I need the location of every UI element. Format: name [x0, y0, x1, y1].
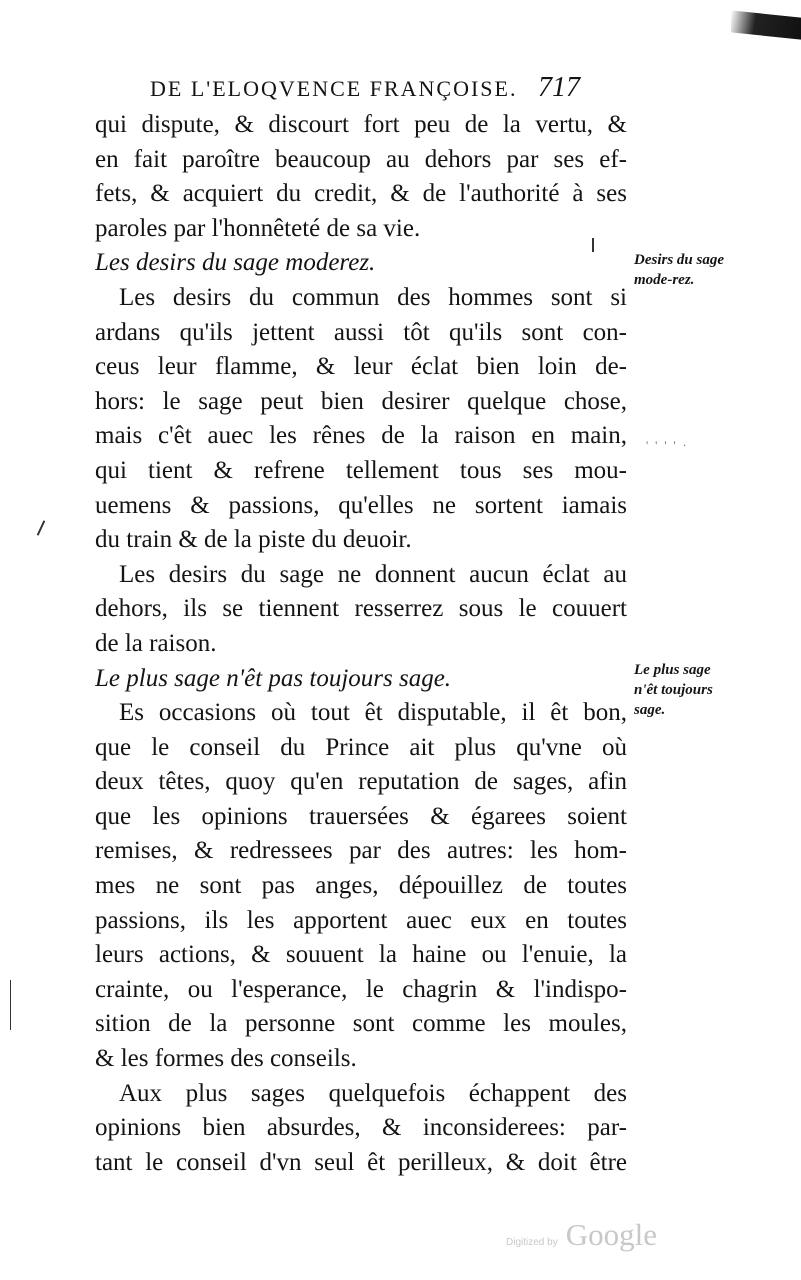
text-line: dehors, ils se tiennent resserrez sous le couuert [95, 595, 627, 623]
text-line: tant le conseil d'vn seul êt perilleux, & doit être [95, 1148, 627, 1176]
scan-stray-mark [37, 520, 46, 535]
text-line: leurs actions, & souuent la haine ou l'enuie, la [95, 941, 627, 969]
text-line: mes ne sont pas anges, dépouillez de toutes [95, 872, 627, 900]
scan-stray-mark [10, 980, 11, 1030]
text-line: ardans qu'ils jettent aussi tôt qu'ils sont con- [95, 318, 627, 346]
text-line: qui tient & refrene tellement tous ses mou- [95, 456, 627, 484]
text-line: & les formes des conseils. [95, 1045, 357, 1073]
text-line: paroles par l'honnêteté de sa vie. [95, 214, 421, 242]
google-logo: Google [565, 1217, 657, 1252]
page-number: 717 [538, 72, 580, 103]
watermark-prefix: Digitized by [506, 1237, 558, 1248]
text-line: fets, & acquiert du credit, & de l'authorité à ses [95, 180, 627, 208]
text-line: que le conseil du Prince ait plus qu'vne où [95, 733, 627, 761]
main-text [95, 108, 627, 1180]
text-line: remises, & redressees par des autres: les hom- [95, 837, 627, 865]
scan-stray-mark [592, 238, 594, 252]
running-head-title: DE L'ELOQVENCE FRANÇOISE. [150, 76, 518, 101]
text-line: de la raison. [95, 629, 217, 657]
text-line: Les desirs du commun des hommes sont si [119, 283, 627, 311]
text-line: que les opinions trauersées & égarees soient [95, 802, 627, 830]
text-line: mais c'êt auec les rênes de la raison en main, [95, 422, 627, 450]
text-line: passions, ils les apportent auec eux en toutes [95, 906, 627, 934]
text-line: Aux plus sages quelquefois échappent des [119, 1079, 627, 1107]
text-line: hors: le sage peut bien desirer quelque chose, [95, 387, 627, 415]
text-line: crainte, ou l'esperance, le chagrin & l'indispo- [95, 975, 627, 1003]
text-line: uemens & passions, qu'elles ne sortent iamais [95, 491, 627, 519]
text-line: sition de la personne sont comme les moules, [95, 1010, 627, 1038]
text-line: ceus leur flamme, & leur éclat bien loin de- [95, 353, 627, 381]
text-line: Es occasions où tout êt disputable, il êt bon, [119, 699, 627, 727]
margin-note: Desirs du sage mode-rez. [634, 252, 725, 288]
section-heading: Le plus sage n'êt pas toujours sage. [95, 664, 452, 692]
text-line: Les desirs du sage ne donnent aucun éclat au [119, 560, 627, 588]
section-heading: Les desirs du sage moderez. [95, 249, 376, 277]
text-line: du train & de la piste du deuoir. [95, 526, 412, 554]
margin-note: Le plus sage n'êt toujours sage. [634, 662, 713, 718]
scan-corner-shadow [731, 10, 801, 39]
text-line: deux têtes, quoy qu'en reputation de sages, afin [95, 768, 627, 796]
running-head [150, 72, 630, 103]
scan-noise: ' ' ' ' · [646, 438, 689, 452]
text-line: en fait paroître beaucoup au dehors par ses ef- [95, 145, 627, 173]
google-watermark [506, 1217, 657, 1253]
text-line: opinions bien absurdes, & inconsiderees: par- [95, 1114, 627, 1142]
text-line: qui dispute, & discourt fort peu de la vertu, & [95, 111, 627, 138]
